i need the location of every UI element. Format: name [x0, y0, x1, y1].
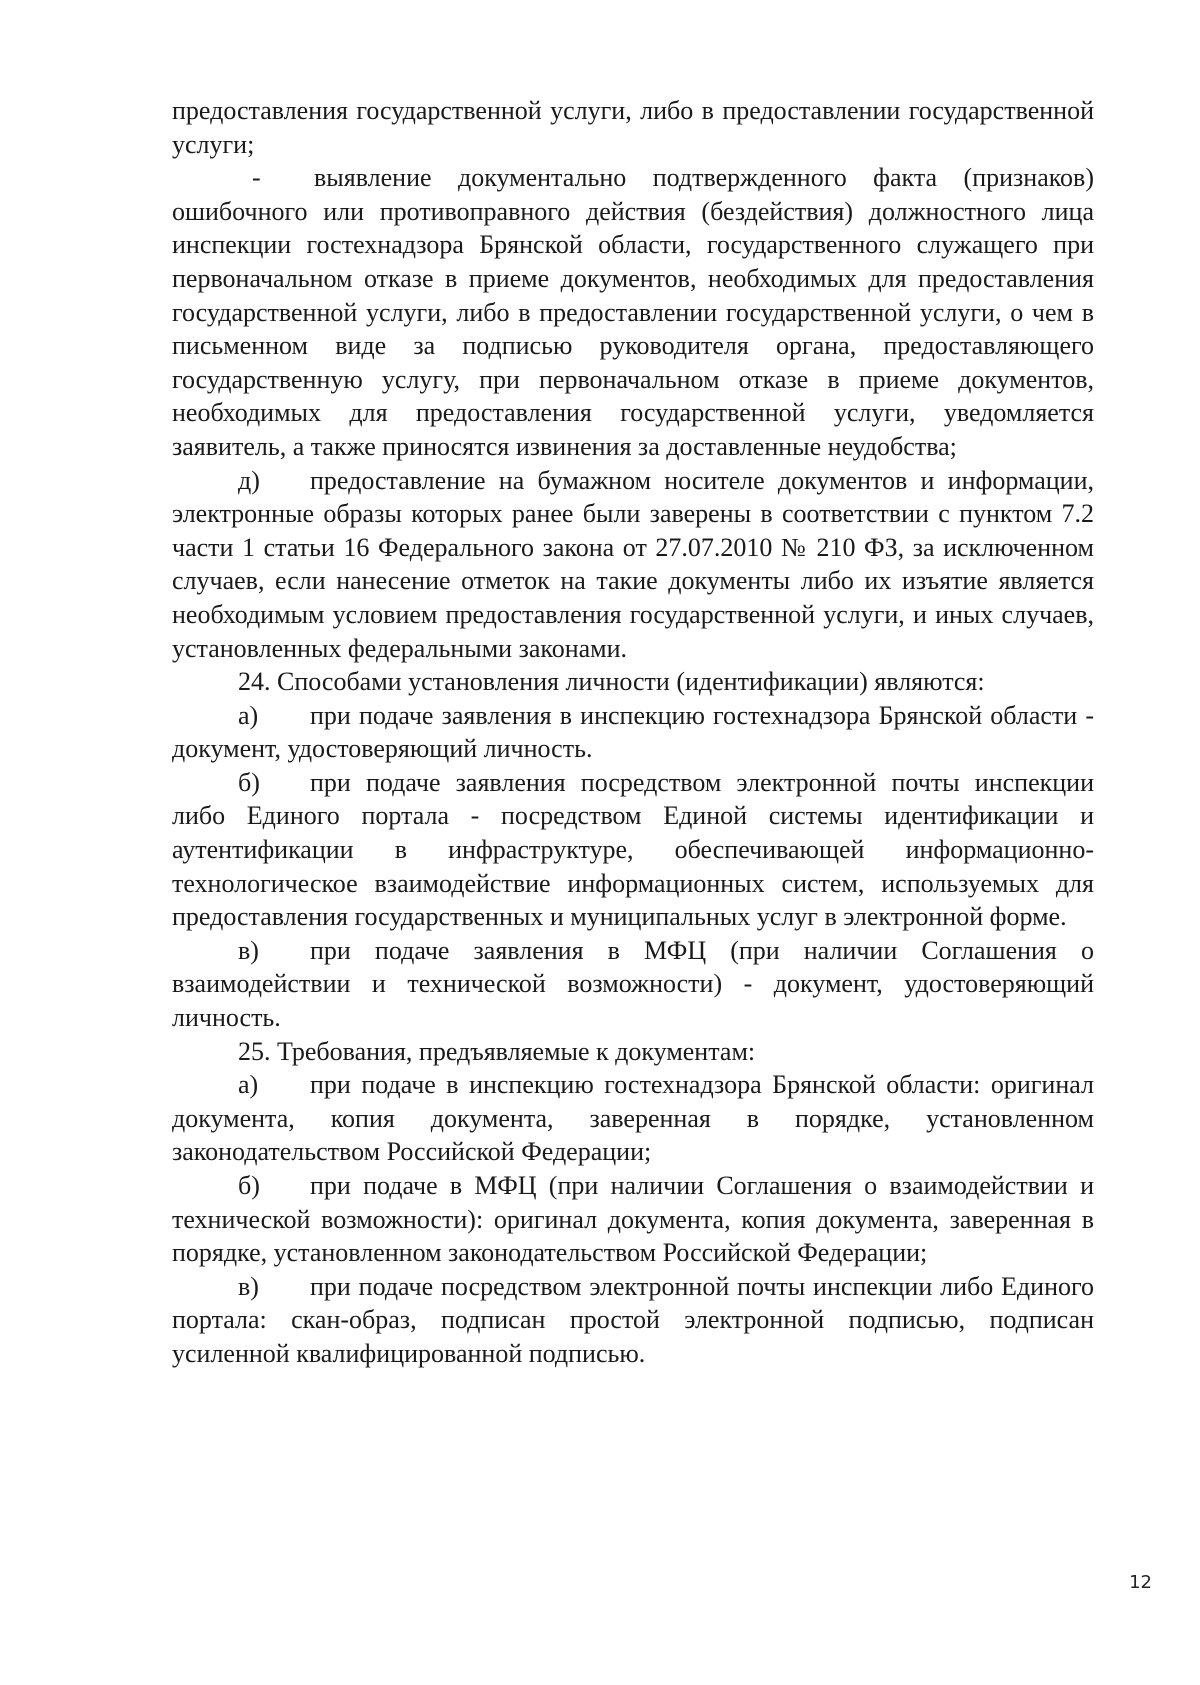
list-marker: б): [238, 1171, 260, 1200]
paragraph-item-v: [172, 1270, 1094, 1371]
paragraph-item-v: [172, 934, 1094, 1035]
paragraph-text: при подаче заявления посредством электронной почты инспекции либо Единого портала - посредством Единой системы идентификации и аутентификации в инфраструктуре, обеспечивающей информационно-технологическое взаимодействие информационных систем, используемых для предоставления государственных и муниципальных услуг в электронной форме.: [172, 767, 1094, 932]
paragraph-text: предоставление на бумажном носителе документов и информации, электронные образы которых ранее были заверены в соответствии с пунктом 7.2 части 1 статьи 16 Федерального закона от 27.07.2010 № 210 ФЗ, за исключенном случаев, если нанесение отметок на такие документы либо их изъятие является необходимым условием предоставления государственной услуги, и иных случаев, установленных федеральными законами.: [172, 465, 1094, 663]
list-marker: а): [238, 700, 259, 730]
paragraph-text: предоставления государственной услуги, либо в предоставлении государственной услуги;: [172, 96, 1094, 159]
paragraph-item-a: [172, 699, 1094, 766]
paragraph-text: 25. Требования, предъявляемые к документам:: [238, 1036, 756, 1066]
paragraph-dash-item: [172, 161, 1094, 463]
paragraph-continuation: [172, 94, 1094, 161]
list-marker: в): [238, 935, 259, 965]
paragraph-text: при подаче в инспекцию гостехнадзора Брянской области: оригинал документа, копия документа, заверенная в порядке, установленном законодательством Российской Федерации;: [172, 1070, 1094, 1167]
list-marker: а): [238, 1070, 259, 1100]
document-page: [172, 94, 1094, 1371]
paragraph-text: при подаче заявления в инспекцию гостехнадзора Брянской области - документ, удостоверяющий личность.: [172, 700, 1094, 764]
paragraph-text: при подаче в МФЦ (при наличии Соглашения о взаимодействии и технической возможности): оригинал документа, копия документа, заверенная в порядке, установленном законодательством Российской Федерации;: [172, 1171, 1094, 1268]
paragraph-text: при подаче заявления в МФЦ (при наличии Соглашения о взаимодействии и технической возможности) - документ, удостоверяющий личность.: [172, 935, 1094, 1033]
paragraph-item-d: [172, 464, 1094, 666]
list-marker: д): [238, 465, 260, 495]
paragraph-section-25: [172, 1035, 1094, 1069]
paragraph-text: 24. Способами установления личности (идентификации) являются:: [238, 667, 985, 697]
paragraph-section-24: [172, 665, 1094, 699]
list-marker: б): [238, 767, 260, 797]
paragraph-text: при подаче посредством электронной почты инспекции либо Единого портала: скан-образ, подписан простой электронной подписью, подписан усиленной квалифицированной подписью.: [172, 1271, 1094, 1368]
list-marker: -: [252, 163, 261, 193]
paragraph-item-a: [172, 1068, 1094, 1169]
paragraph-item-b: [172, 766, 1094, 934]
page-number: 12: [1129, 1572, 1152, 1593]
paragraph-item-b: [172, 1169, 1094, 1270]
paragraph-text: выявление документально подтвержденного факта (признаков) ошибочного или противоправного действия (бездействия) должностного лица инспекции гостехнадзора Брянской области, государственного служащего при первоначальном отказе в приеме документов, необходимых для предоставления государственной услуги, либо в предоставлении государственной услуги, о чем в письменном виде за подписью руководителя органа, предоставляющего государственную услугу, при первоначальном отказе в приеме документов, необходимых для предоставления государственной услуги, уведомляется заявитель, а также приносятся извинения за доставленные неудобства;: [172, 163, 1094, 461]
list-marker: в): [238, 1271, 259, 1301]
